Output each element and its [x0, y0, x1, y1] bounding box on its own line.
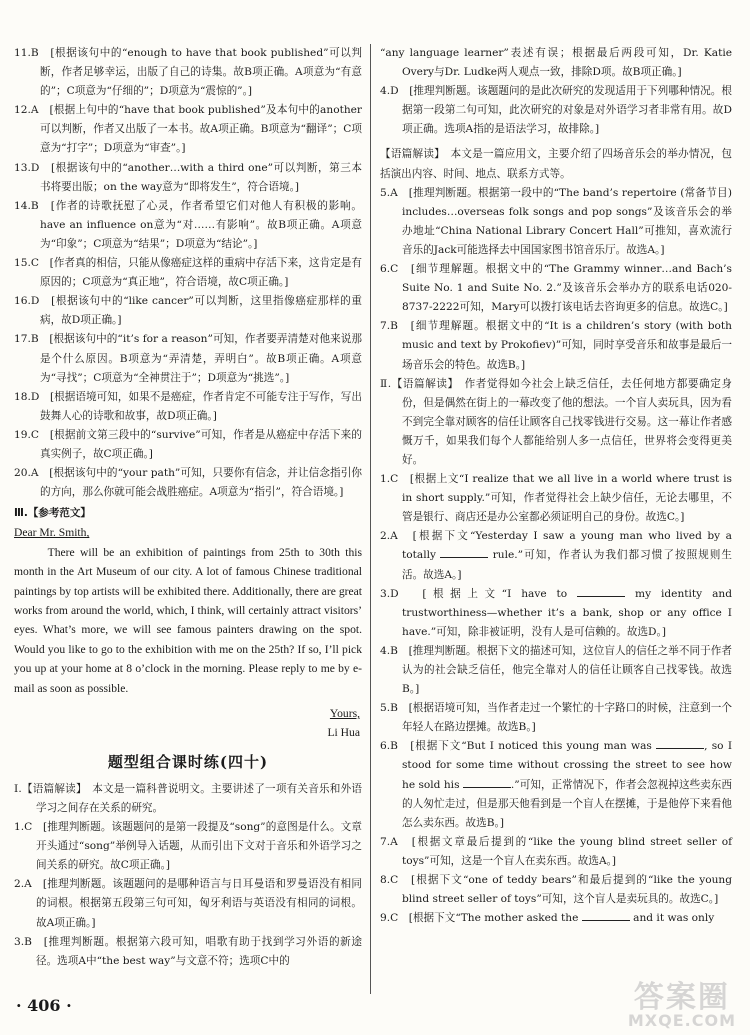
answer-entry — [14, 44, 362, 101]
answer-text: 12.A [根据上句中的“have that book published”及本句中的another可以判断，作者又出版了一本书。故A项正确。B项意为“翻译”；C项意为“打字”；D项意为“审查”。] — [14, 104, 362, 155]
answer-text: .”可知，正常情况下，作者会忽视掉这些卖东西的人匆忙走过，但是那天他看到是一个盲人在摆摊，于是他停下来看他怎么卖东西。故选B。] — [402, 778, 732, 829]
answer-text: “any language learner”表述有误；根据最后两段可知，Dr. Katie Overy与Dr. Ludke两人观点一致，排除D项。故B项正确。] — [380, 47, 732, 79]
blank-line — [656, 737, 704, 749]
answer-entry — [380, 44, 732, 82]
answer-text: 2.A [推理判断题。该题题问的是哪种语言与日耳曼语和罗曼语没有相同的词根。根据第五段第三句可知，匈牙利语与英语没有相同的词根。故A项正确。] — [14, 878, 362, 929]
answer-entry — [380, 909, 732, 928]
answer-list-part-a — [14, 44, 362, 502]
answer-entry — [380, 699, 732, 737]
answer-text: and it was only — [629, 912, 715, 925]
blank-line — [463, 776, 511, 788]
answer-entry — [14, 426, 362, 464]
answer-text: 4.B [推理判断题。根据下文的描述可知，这位盲人的信任之举不同于作者认为的社会缺乏信任，他完全靠对人的信任让顾客自己找零钱。故选B。] — [380, 644, 732, 696]
answer-entry — [380, 184, 732, 260]
answer-entry — [14, 875, 362, 932]
answer-entry — [380, 737, 732, 832]
answer-text: 17.B [根据该句中的“it’s for a reason”可知，作者要弄清楚对他来说那是个什么原因。B项意为“弄清楚，弄明白”。故B项正确。A项意为“寻找”；C项意为“全神贯注于”；D项意为“挑选”。] — [14, 333, 362, 384]
answer-entry — [14, 818, 362, 875]
answer-text: 6.B [根据下文“But I noticed this young man was — [380, 740, 657, 753]
letter-signature: Li Hua — [327, 726, 360, 740]
answer-text: 6.C [细节理解题。根据文中的“The Grammy winner…and Bach’s Suite No. 1 and Suite No. 2.”及该音乐会举办方的联系电话020-8737-2222可知，Mary可以拨打该电话去咨询更多的信息。故选C。] — [380, 263, 732, 314]
answer-list-part2 — [380, 184, 732, 375]
answer-text: 13.D [根据该句中的“another…with a third one”可以判断，第三本书将要出版；on the way意为“即将发生”，符合语境。] — [14, 161, 362, 193]
answer-text: 3.B [推理判断题。根据第六段可知，唱歌有助于找到学习外语的新途径。选项A中“the best way”与文意不符；选项C中的 — [14, 935, 362, 967]
answer-entry — [14, 292, 362, 330]
answer-text: 1.C [根据上文“I realize that we all live in a world where trust is in short supply.”可知，作者觉得社会上缺少信任，无论去哪里，不管是银行、商店还是办公室都必须证明自己的身份。故选C。] — [380, 473, 732, 524]
answer-text: 1.C [推理判断题。该题题问的是第一段提及“song”的意图是什么。文章开头通过“song”举例导入话题，从而引出下文对于音乐和外语学习之间关系的研究。故C项正确。] — [14, 821, 362, 872]
answer-entry — [380, 871, 732, 909]
answer-text: 16.D [根据该句中的“like cancer”可以判断，这里指像癌症那样的重病，故D项正确。] — [14, 295, 362, 327]
answer-entry — [380, 527, 732, 584]
section-title: 题型组合课时练(四十) — [107, 752, 269, 771]
answer-entry — [14, 933, 362, 971]
answer-entry — [14, 254, 362, 292]
sample-letter — [14, 523, 362, 742]
answer-text: 9.C [根据下文“The mother asked the — [380, 912, 582, 925]
answer-entry — [14, 330, 362, 387]
blank-line — [577, 585, 625, 597]
answer-text: 15.C [作者真的相信，只能从像癌症这样的重病中存活下来，这肯定是有原因的；C项意为“真正地”，符合语境，故C项正确。] — [14, 257, 362, 289]
page-number: · 406 · — [16, 996, 72, 1015]
answer-text: 14.B [作者的诗歌抚慰了心灵，作者希望它们对他人有积极的影响。have an influence on意为“对……有影响”。故B项正确。A项意为“印象”；C项意为“结果”；D项意为“结论”。] — [14, 199, 362, 250]
part3-intro: Ⅱ.【语篇解读】 作者觉得如今社会上缺乏信任，去任何地方都要确定身份，但是偶然在街上的一幕改变了他的想法。一个盲人卖玩具，因为看不到完全靠对顾客的信任让顾客自己找零钱进行交易。这一幕让作者感慨万千，如果我们每个人都能给别人多一点信任，世界将会变得更美好。 — [380, 377, 732, 466]
column-divider — [370, 44, 371, 994]
part1-intro: Ⅰ.【语篇解读】 本文是一篇科普说明文。主要讲述了一项有关音乐和外语学习之间存在关系的研究。 — [14, 782, 362, 814]
answer-list-part3 — [380, 470, 732, 928]
part2-intro: 【语篇解读】 本文是一篇应用文，主要介绍了四场音乐会的举办情况，包括演出内容、时间、地点、联系方式等。 — [380, 148, 732, 180]
answer-entry — [380, 82, 732, 139]
answer-entry — [380, 260, 732, 317]
left-column — [14, 44, 362, 971]
answer-entry — [380, 833, 732, 871]
answer-text: 2.A [根据下文“Yesterday I saw a young man who lived by a totally — [380, 530, 732, 562]
answer-entry — [380, 317, 732, 374]
answer-entry — [380, 642, 732, 699]
answer-text: 7.A [根据文章最后提到的“like the young blind street seller of toys”可知，这是一个盲人在卖东西。故选A。] — [380, 835, 732, 867]
answer-text: 5.A [推理判断题。根据第一段中的“The band’s repertoire (常备节目) includes…overseas folk songs and pop songs”及该音乐会的举办地址“China National Library Concert Hall”可推知，喜欢流行音乐的Jack可能选择去中国国家图书馆音乐厅。故选A。] — [380, 186, 732, 256]
letter-closing: Yours, — [329, 707, 360, 720]
right-column — [380, 44, 732, 928]
answer-text: rule.”可知，作者认为我们都习惯了按照规则生活。故选A。] — [402, 549, 732, 581]
watermark-logo-text: 答案圈 — [633, 980, 730, 1015]
blank-line — [440, 546, 488, 558]
letter-signoff — [14, 704, 362, 743]
answer-text: 19.C [根据前文第三段中的“survive”可知，作者是从癌症中存活下来的真实例子，故C项正确。] — [14, 428, 362, 460]
answer-text: 3.D [根据上文“I have to — [380, 587, 578, 600]
answer-text: 7.B [细节理解题。根据文中的“It is a children’s story (with both music and text by Prokofiev)”可知，同时享受音乐和故事是最后一场音乐会的特色。故选B。] — [380, 320, 732, 371]
answer-entry — [14, 159, 362, 197]
answer-entry — [14, 464, 362, 502]
answer-entry — [14, 101, 362, 158]
blank-line — [582, 909, 630, 921]
answer-entry — [380, 470, 732, 527]
answer-text: 11.B [根据该句中的“enough to have that book published”可以判断，作者足够幸运，出版了自己的诗集。故B项正确。A项意为“有意的”；C项意为“仔细的”；D项意为“震惊的”。] — [14, 47, 362, 98]
answer-text: 5.B [根据语境可知，当作者走过一个繁忙的十字路口的时候，注意到一个年轻人在路边摆摊。故选B。] — [380, 702, 732, 734]
answer-list-continued — [380, 44, 732, 139]
answer-text: , so I stood for some time without crossing the street to see how he sold his — [402, 740, 733, 791]
watermark-domain: MXQE.COM — [627, 1011, 736, 1030]
answer-text: 18.D [根据语境可知，如果不是癌症，作者肯定不可能专注于写作，写出鼓舞人心的诗歌和故事，故D项正确。] — [14, 390, 362, 422]
site-watermark — [627, 980, 736, 1030]
answer-text: 8.C [根据下文“one of teddy bears”和最后提到的“like the young blind street seller of toys”可知，这个盲人是卖玩具的。故选C。] — [380, 874, 732, 906]
essay-heading: Ⅲ.【参考范文】 — [14, 507, 91, 520]
answer-entry — [14, 388, 362, 426]
answer-entry — [380, 585, 732, 642]
answer-entry — [14, 197, 362, 254]
answer-text: my identity and trustworthiness—whether it’s a bank, shop or any office I have.”可知，除非被证明，没有人是可信赖的。故选D。] — [402, 587, 733, 638]
letter-salutation: Dear Mr. Smith, — [14, 526, 90, 540]
answer-text: 4.D [推理判断题。该题题问的是此次研究的发现适用于下列哪种情况。根据第一段第二句可知，此次研究的对象是对外语学习者非常有用。故D项正确。选项A指的是语法学习，故排除。] — [380, 85, 732, 136]
answer-text: 20.A [根据该句中的“your path”可知，只要你有信念，并让信念指引你的方向，那么你就可能会战胜癌症。A项意为“指引”，符合语境。] — [14, 467, 362, 499]
letter-body: There will be an exhibition of paintings from 25th to 30th this month in the Art Museum of our city. A lot of famous Chinese traditional paintings by top artists will be exhibited there. Additionally, there are great works from around the world, which, I think, will certainly attract visitors’ eyes. What’s more, we will see famous painters drawing on the spot. Would you like to go to the exhibition with me on the 25th? If so, I’ll pick you up at your home at 8 o’clock in the morning. Please reply to me by e-mail as soon as possible. — [14, 545, 362, 695]
answer-list-part1 — [14, 818, 362, 971]
